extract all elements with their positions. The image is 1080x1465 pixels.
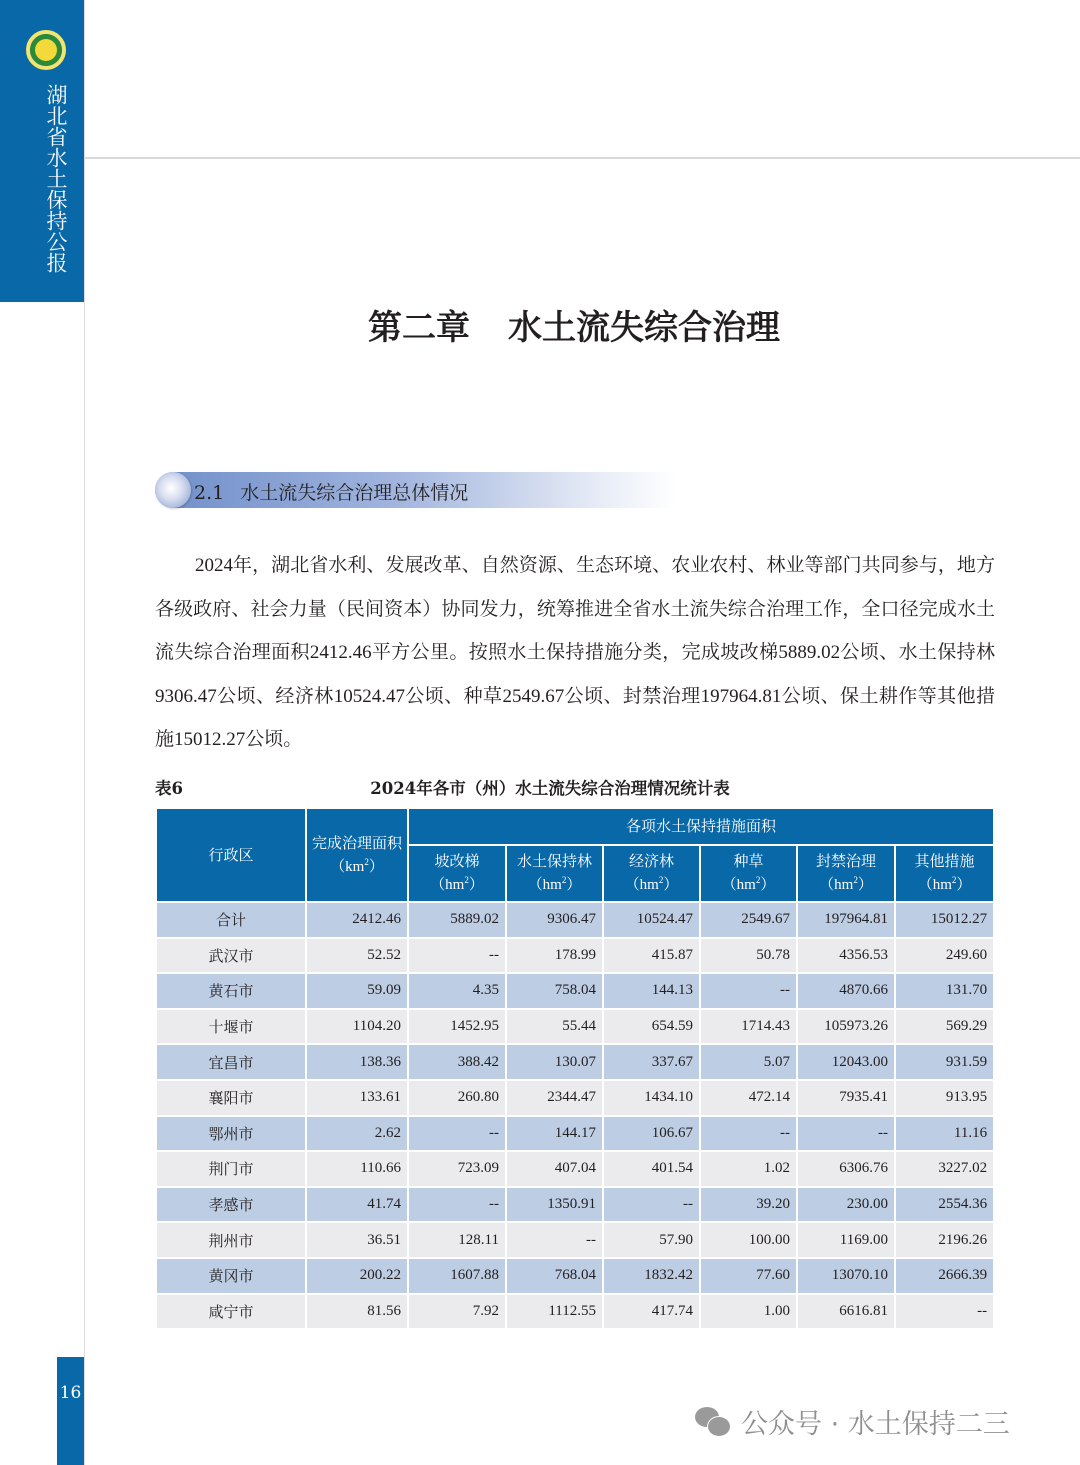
table-title: 2024年各市（州）水土流失综合治理情况统计表 — [370, 779, 730, 798]
region-cell: 合计 — [156, 902, 306, 938]
value-cell: 1607.88 — [408, 1258, 506, 1294]
value-cell: 138.36 — [306, 1044, 408, 1080]
value-cell: -- — [700, 1116, 797, 1152]
section-title: 水土流失综合治理总体情况 — [240, 482, 469, 504]
region-cell: 宜昌市 — [156, 1044, 306, 1080]
value-cell: 197964.81 — [797, 902, 895, 938]
value-cell: 6616.81 — [797, 1294, 895, 1330]
watermark — [695, 1402, 1010, 1441]
value-cell: 1169.00 — [797, 1222, 895, 1258]
value-cell: 1112.55 — [506, 1294, 603, 1330]
measure-label: 封禁治理 — [815, 852, 876, 870]
value-cell: 1350.91 — [506, 1187, 603, 1223]
value-cell: 12043.00 — [797, 1044, 895, 1080]
value-cell: 472.14 — [700, 1080, 797, 1116]
unit-text: （hm — [917, 877, 952, 893]
watermark-text: 公众号 · 水土保持二三 — [741, 1409, 1010, 1440]
value-cell: 6306.76 — [797, 1151, 895, 1187]
value-cell: 1434.10 — [603, 1080, 700, 1116]
value-cell: -- — [408, 1187, 506, 1223]
measure-label: 水土保持林 — [516, 852, 592, 870]
measure-label: 其他措施 — [914, 852, 975, 870]
chapter-title — [0, 300, 1080, 349]
chapter-number: 第二章 — [368, 308, 470, 348]
table-row — [156, 938, 994, 974]
value-cell: -- — [700, 973, 797, 1009]
region-cell: 荆州市 — [156, 1222, 306, 1258]
region-cell: 咸宁市 — [156, 1294, 306, 1330]
measure-unit: $(hm^2)$ — [624, 875, 679, 893]
value-cell: 2.62 — [306, 1116, 408, 1152]
page-number: 16 — [59, 1383, 82, 1403]
table-row — [156, 1080, 994, 1116]
value-cell: 106.67 — [603, 1116, 700, 1152]
value-cell: 9306.47 — [506, 902, 603, 938]
value-cell: 1452.95 — [408, 1009, 506, 1045]
value-cell: 130.07 — [506, 1044, 603, 1080]
region-cell: 襄阳市 — [156, 1080, 306, 1116]
value-cell: 2196.26 — [895, 1222, 994, 1258]
value-cell: 569.29 — [895, 1009, 994, 1045]
value-cell: 758.04 — [506, 973, 603, 1009]
table-row — [156, 1044, 994, 1080]
header-measures-group: 各项水土保持措施面积 — [408, 808, 994, 845]
unit-text: （hm — [819, 877, 854, 893]
value-cell: 52.52 — [306, 938, 408, 974]
section-heading — [194, 478, 468, 505]
measure-unit: $(hm^2)$ — [527, 875, 582, 893]
value-cell: 388.42 — [408, 1044, 506, 1080]
header-measure-3 — [700, 845, 797, 902]
value-cell: 931.59 — [895, 1044, 994, 1080]
table-row — [156, 1222, 994, 1258]
value-cell: -- — [506, 1222, 603, 1258]
value-cell: 4870.66 — [797, 973, 895, 1009]
value-cell: 131.70 — [895, 973, 994, 1009]
value-cell: 10524.47 — [603, 902, 700, 938]
unit-text: （hm — [721, 877, 756, 893]
value-cell: 230.00 — [797, 1187, 895, 1223]
measure-unit: $(hm^2)$ — [430, 875, 484, 893]
value-cell: 5.07 — [700, 1044, 797, 1080]
value-cell: 415.87 — [603, 938, 700, 974]
value-cell: 1714.43 — [700, 1009, 797, 1045]
value-cell: 133.61 — [306, 1080, 408, 1116]
table-row — [156, 1116, 994, 1152]
soil-conservation-logo-icon — [26, 30, 66, 70]
value-cell: 81.56 — [306, 1294, 408, 1330]
value-cell: 59.09 — [306, 973, 408, 1009]
wechat-icon — [695, 1405, 733, 1439]
value-cell: 11.16 — [895, 1116, 994, 1152]
value-cell: 13070.10 — [797, 1258, 895, 1294]
value-cell: 1832.42 — [603, 1258, 700, 1294]
header-measure-2 — [603, 845, 700, 902]
value-cell: 39.20 — [700, 1187, 797, 1223]
measure-unit: $(hm^2)$ — [819, 875, 873, 893]
value-cell: 2549.67 — [700, 902, 797, 938]
value-cell: 200.22 — [306, 1258, 408, 1294]
table-row — [156, 1151, 994, 1187]
value-cell: -- — [603, 1187, 700, 1223]
measure-label: 种草 — [733, 852, 764, 870]
value-cell: 57.90 — [603, 1222, 700, 1258]
value-cell: 55.44 — [506, 1009, 603, 1045]
header-measure-0 — [408, 845, 506, 902]
unit-text: （km — [330, 858, 365, 875]
region-cell: 荆门市 — [156, 1151, 306, 1187]
value-cell: 50.78 — [700, 938, 797, 974]
header-completed-area — [306, 808, 408, 902]
unit-text: （hm — [624, 877, 659, 893]
value-cell: -- — [895, 1294, 994, 1330]
table-row — [156, 973, 994, 1009]
value-cell: -- — [408, 938, 506, 974]
value-cell: 7935.41 — [797, 1080, 895, 1116]
value-cell: 401.54 — [603, 1151, 700, 1187]
value-cell: 144.13 — [603, 973, 700, 1009]
unit-text: （hm — [527, 877, 562, 893]
body-paragraph: 2024年，湖北省水利、发展改革、自然资源、生态环境、农业农村、林业等部门共同参与，地方各级政府、社会力量（民间资本）协同发力，统筹推进全省水土流失综合治理工作，全口径完成水土流失综合治理面积2412.46平方公里。按照水土保持措施分类，完成坡改梯5889.02公顷、水土保持林9306.47公顷、经济林10524.47公顷、种草2549.67公顷、封禁治理197964.81公顷、保土耕作等其他措施15012.27公顷。 — [155, 555, 995, 750]
header-measure-5 — [895, 845, 994, 902]
value-cell: 654.59 — [603, 1009, 700, 1045]
value-cell: -- — [797, 1116, 895, 1152]
header-measure-4 — [797, 845, 895, 902]
value-cell: 417.74 — [603, 1294, 700, 1330]
value-cell: 4356.53 — [797, 938, 895, 974]
value-cell: 1.02 — [700, 1151, 797, 1187]
region-cell: 鄂州市 — [156, 1116, 306, 1152]
region-cell: 武汉市 — [156, 938, 306, 974]
value-cell: 249.60 — [895, 938, 994, 974]
value-cell: 4.35 — [408, 973, 506, 1009]
value-cell: 2554.36 — [895, 1187, 994, 1223]
header-region: 行政区 — [156, 808, 306, 902]
value-cell: 128.11 — [408, 1222, 506, 1258]
treatment-statistics-table — [155, 807, 995, 1330]
table-row — [156, 902, 994, 938]
table-row — [156, 1294, 994, 1330]
value-cell: 3227.02 — [895, 1151, 994, 1187]
value-cell: 105973.26 — [797, 1009, 895, 1045]
value-cell: 178.99 — [506, 938, 603, 974]
value-cell: 260.80 — [408, 1080, 506, 1116]
value-cell: 36.51 — [306, 1222, 408, 1258]
value-cell: 5889.02 — [408, 902, 506, 938]
value-cell: 41.74 — [306, 1187, 408, 1223]
table-row — [156, 1258, 994, 1294]
publication-title: 湖北省水土保持公报 — [44, 84, 68, 273]
table-label: 表6 — [155, 779, 183, 798]
measure-unit: $(hm^2)$ — [917, 875, 972, 893]
section-number: 2.1 — [194, 482, 225, 504]
measure-label: 经济林 — [628, 852, 674, 870]
value-cell: 15012.27 — [895, 902, 994, 938]
measure-label: 坡改梯 — [434, 852, 480, 870]
value-cell: 2666.39 — [895, 1258, 994, 1294]
value-cell: 337.67 — [603, 1044, 700, 1080]
chapter-name: 水土流失综合治理 — [508, 308, 780, 348]
value-cell: 77.60 — [700, 1258, 797, 1294]
sidebar-divider — [84, 0, 85, 1465]
table-row — [156, 1187, 994, 1223]
value-cell: 2412.46 — [306, 902, 408, 938]
value-cell: 407.04 — [506, 1151, 603, 1187]
section-bullet-icon — [155, 472, 191, 508]
table-row — [156, 1009, 994, 1045]
page-number-tab — [57, 1357, 84, 1465]
value-cell: 100.00 — [700, 1222, 797, 1258]
header-rule — [85, 157, 1080, 159]
value-cell: 110.66 — [306, 1151, 408, 1187]
value-cell: 2344.47 — [506, 1080, 603, 1116]
header-completed-area-unit: $(km^2)$ — [330, 856, 384, 875]
value-cell: 768.04 — [506, 1258, 603, 1294]
header-completed-area-label: 完成治理面积 — [311, 833, 402, 852]
value-cell: 723.09 — [408, 1151, 506, 1187]
measure-unit: $(hm^2)$ — [721, 875, 776, 893]
value-cell: 144.17 — [506, 1116, 603, 1152]
unit-text: （hm — [430, 877, 465, 893]
region-cell: 黄石市 — [156, 973, 306, 1009]
region-cell: 十堰市 — [156, 1009, 306, 1045]
value-cell: -- — [408, 1116, 506, 1152]
value-cell: 913.95 — [895, 1080, 994, 1116]
value-cell: 1.00 — [700, 1294, 797, 1330]
header-measure-1 — [506, 845, 603, 902]
region-cell: 黄冈市 — [156, 1258, 306, 1294]
value-cell: 7.92 — [408, 1294, 506, 1330]
value-cell: 1104.20 — [306, 1009, 408, 1045]
region-cell: 孝感市 — [156, 1187, 306, 1223]
